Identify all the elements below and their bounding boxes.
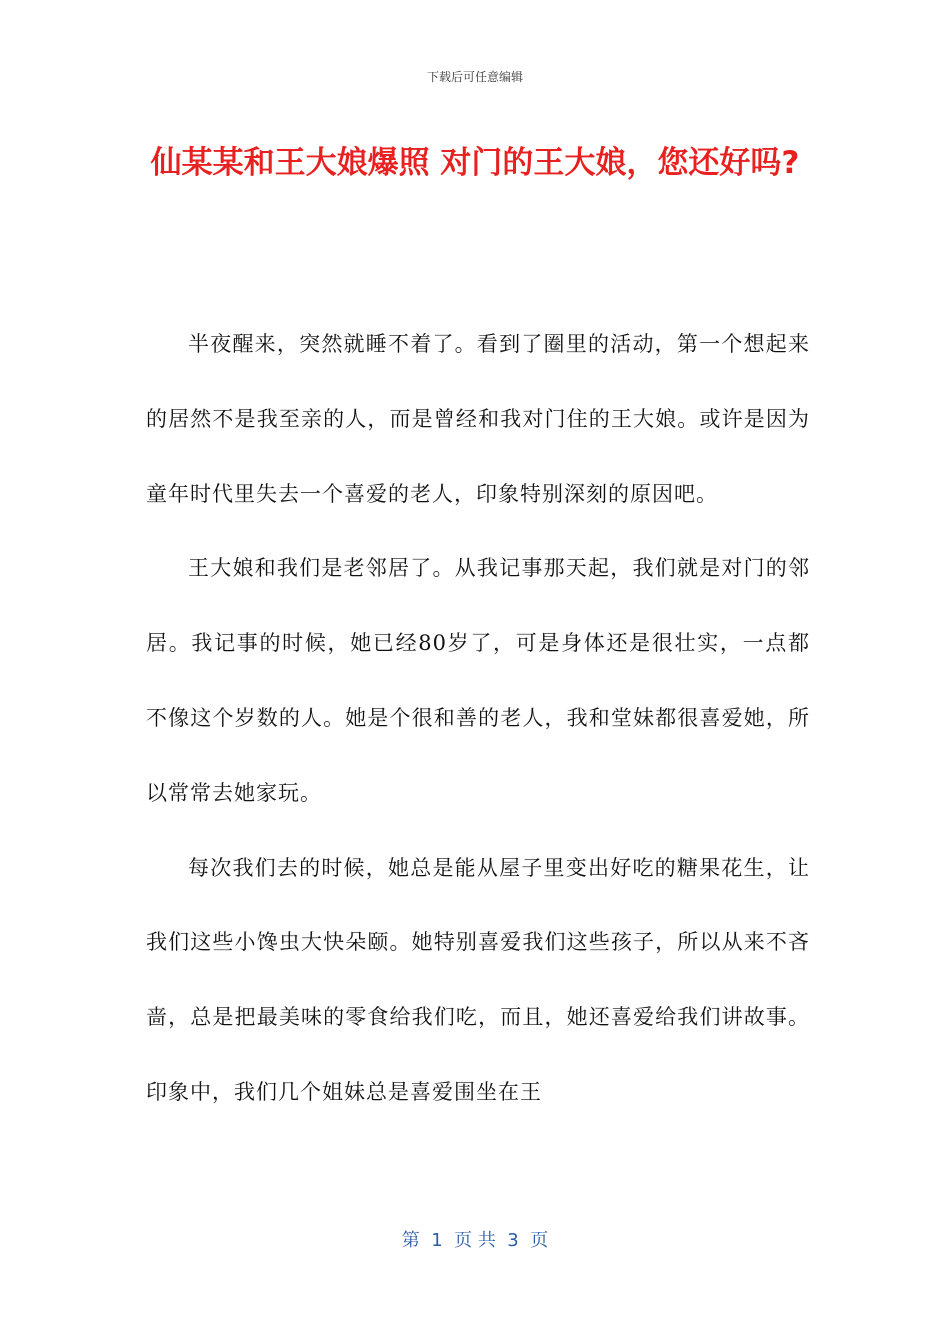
paragraph-3: 每次我们去的时候，她总是能从屋子里变出好吃的糖果花生，让我们这些小馋虫大快朵颐。她特别喜爱我们这些孩子，所以从来不吝啬，总是把最美味的零食给我们吃，而且，她还喜爱给我们讲故事。印象中，我们几个姐妹总是喜爱围坐在王 (146, 855, 810, 1104)
paragraph-2: 王大娘和我们是老邻居了。从我记事那天起，我们就是对门的邻居。我记事的时候，她已经80岁了，可是身体还是很壮实，一点都不像这个岁数的人。她是个很和善的老人，我和堂妹都很喜爱她，所以常常去她家玩。 (146, 556, 810, 805)
document-title: 仙某某和王大娘爆照 对门的王大娘，您还好吗? (150, 145, 800, 181)
document-body (146, 307, 810, 1130)
page-number-footer: 第 1 页 共 3 页 (401, 1230, 549, 1251)
header-note: 下载后可任意编辑 (426, 70, 523, 84)
paragraph-1: 半夜醒来，突然就睡不着了。看到了圈里的活动，第一个想起来的居然不是我至亲的人，而是曾经和我对门住的王大娘。或许是因为童年时代里失去一个喜爱的老人，印象特别深刻的原因吧。 (146, 332, 810, 506)
